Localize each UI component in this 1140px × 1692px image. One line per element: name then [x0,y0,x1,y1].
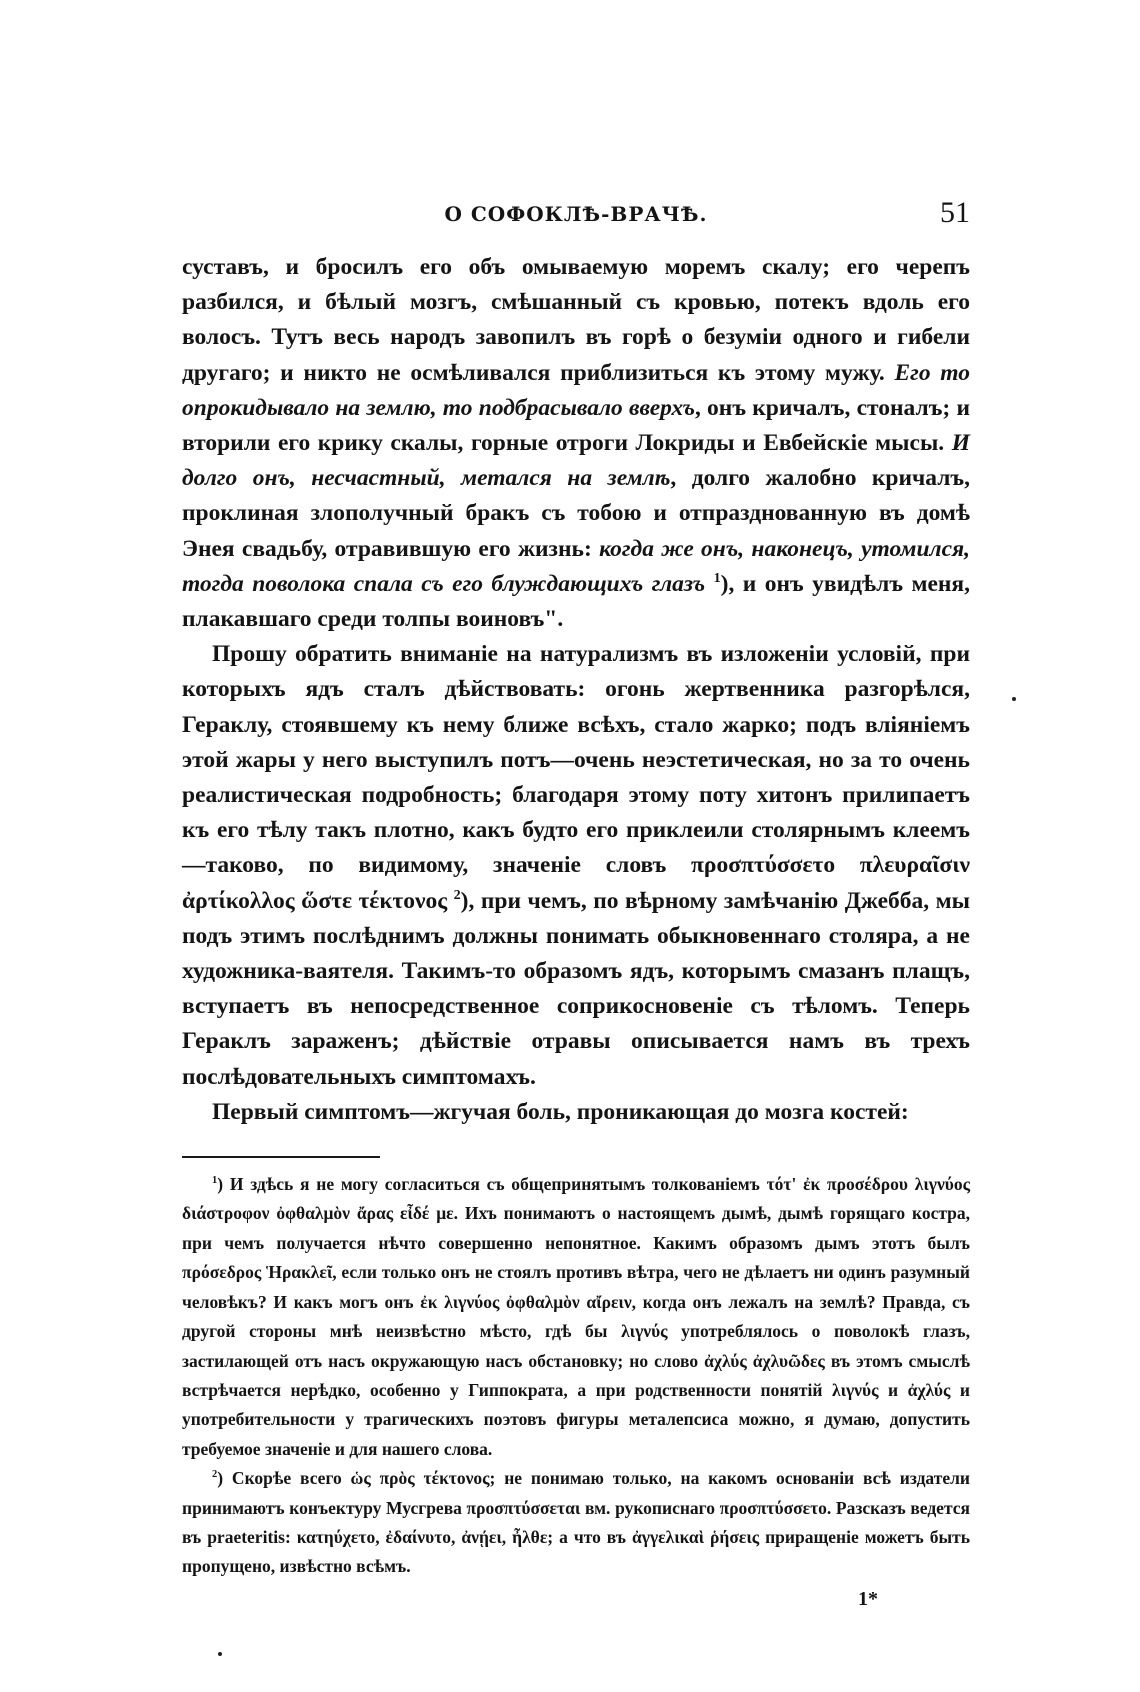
footnotes [182,1170,970,1582]
paragraph-1-text-d: ), и онъ увидѣлъ меня, плакавшаго среди толпы воиновъ". [182,570,971,633]
signature-mark: 1* [858,1587,878,1610]
paragraph-1 [182,250,970,637]
paragraph-3: Первый симптомъ—жгучая боль, проникающая до мозга костей: [212,1098,909,1125]
footnote-1-marker: 1 [212,1175,218,1187]
paragraph-1-text-b: , онъ кричалъ, стоналъ; и вторили его крику скалы, горные отроги Локриды и Евбейскіе мысы. [182,394,970,457]
main-text [182,250,970,1130]
paragraph-1-italic-c: когда же онъ, наконецъ, утомился, тогда поволока спала съ его блуждающихъ глазъ [182,535,970,597]
footnote-divider [182,1156,380,1158]
page-number: 51 [940,196,970,229]
running-title: О СОФОКЛѢ-ВРАЧѢ. [444,202,708,226]
print-speck [218,1652,222,1656]
paragraph-1-italic-a: Его то опрокидывало на землю, то подбрасывало вверхъ [182,359,971,421]
footnote-1-text: ) И здѣсь я не могу согласиться съ общепринятымъ толкованіемъ τότ' ἐκ προσέδρου λιγνύος διάστροφον ὀφθαλμὸν ἄρας εἶδέ με. Ихъ понимаютъ о настоящемъ дымѣ, дымѣ горящаго костра, при чемъ получается нѣчто совершенно непонятное. Какимъ образомъ дымъ этотъ былъ πρόσεδρος Ἡρακλεῖ, если только онъ не стоялъ противъ вѣтра, чего не дѣлаетъ ни одинъ разумный человѣкъ? И какъ могъ онъ ἐκ λιγνύος ὀφθαλμὸν αἴρειν, когда онъ лежалъ на землѣ? Правда, съ другой стороны мнѣ неизвѣстно мѣсто, гдѣ бы λιγνύς употреблялось о поволокѣ глазъ, застилающей отъ насъ окружающую насъ обстановку; но слово ἀχλύς ἀχλυῶδες въ этомъ смыслѣ встрѣчается нерѣдко, особенно у Гиппократа, а при родственности понятій λιγνύς и ἀχλύς и употребительности у трагическихъ поэтовъ фигуры металепсиса можно, я думаю, допустить требуемое значеніе и для нашего слова. [182,1174,970,1459]
paragraph-1-text-a: суставъ, и бросилъ его объ омываемую моремъ скалу; его черепъ разбился, и бѣлый мозгъ, смѣшанный съ кровью, потекъ вдоль его волосъ. Тутъ весь народъ завопилъ въ горѣ о безуміи одного и гибели другаго; и никто не осмѣливался приблизиться къ этому мужу. [182,254,970,386]
paragraph-2-text-b: ), при чемъ, по вѣрному замѣчанію Джебба, мы подъ этимъ послѣднимъ должны понимать обыкновеннаго столяра, а не художника-ваятеля. Такимъ-то образомъ ядъ, которымъ смазанъ плащъ, вступаетъ въ непосредственное соприкосновеніе съ тѣломъ. Теперь Гераклъ зараженъ; дѣйствіе отравы описывается намъ въ трехъ послѣдовательныхъ симптомахъ. [182,887,970,1090]
paragraph-2-text-a: Прошу обратить вниманіе на натурализмъ въ изложеніи условій, при которыхъ ядъ сталъ дѣйствовать: огонь жертвенника разгорѣлся, Гераклу, стоявшему къ нему ближе всѣхъ, стало жарко; подъ вліяніемъ этой жары у него выступилъ потъ—очень неэстетическая, но за то очень реалистическая подробность; благодаря этому поту хитонъ прилипаетъ къ его тѣлу такъ плотно, какъ будто его приклеили столярнымъ клеемъ—таково, по видимому, значеніе словъ προσπτύσσετο πλευραῖσιν ἀρτίκολλος ὥστε τέκτονος [182,641,970,914]
book-page [182,196,970,1611]
footnote-1 [182,1170,970,1464]
footnote-2-marker: 2 [212,1469,218,1481]
footnote-2-text: ) Скорѣе всего ὡς πρὸς τέκτονος; не понимаю только, на какомъ основаніи всѣ издатели принимаютъ конъектуру Мусгрева προσπτύσσεται вм. рукописнаго προσπτύσσετο. Разсказъ ведется въ praeteritis: κατηύχετο, ἐδαίνυτο, ἀνῄει, ἦλθε; а что въ ἀγγελικαὶ ῥήσεις приращеніе можетъ быть пропущено, извѣстно всѣмъ. [182,1468,970,1577]
paragraph-1-italic-b: И долго онъ, несчастный, метался на землѣ [182,430,970,492]
print-speck [1012,697,1016,701]
footnote-ref-2[interactable]: 2 [453,886,461,903]
running-head [182,196,970,236]
paragraph-2 [182,637,970,1095]
paragraph-1-text-c: , долго жалобно кричалъ, проклиная злополучный бракъ съ тобою и отпразднованную въ домѣ Энея свадьбу, отравившую его жизнь: [182,465,970,562]
footnote-ref-1[interactable]: 1 [713,570,721,586]
footnote-2 [182,1464,970,1582]
